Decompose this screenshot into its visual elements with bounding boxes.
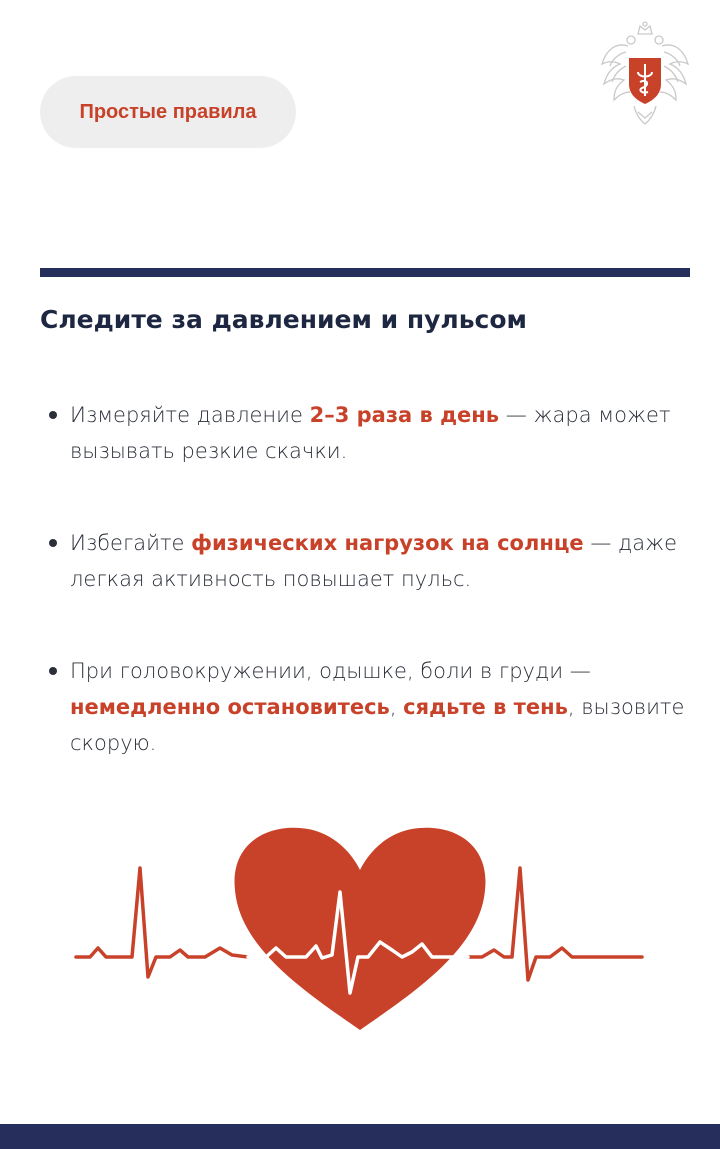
- advice-list: [48, 397, 688, 817]
- advice-item-pressure: [48, 397, 688, 469]
- advice-text: При головокружении, одышке, боли в груди —: [70, 659, 591, 683]
- ministry-emblem-icon: [598, 20, 692, 126]
- topic-badge-label: Простые правила: [79, 100, 257, 123]
- advice-text: — жара может вызывать резкие скачки.: [70, 403, 671, 463]
- advice-text: , вызовите скорую.: [70, 695, 685, 755]
- advice-item-exertion: [48, 525, 688, 597]
- advice-item-symptoms: [48, 653, 688, 761]
- heart-pulse-icon: [70, 820, 650, 1040]
- section-title: Следите за давлением и пульсом: [40, 305, 527, 334]
- advice-highlight: физических нагрузок на солнце: [191, 531, 584, 555]
- advice-text: ,: [389, 695, 404, 719]
- advice-text: Избегайте: [70, 531, 192, 555]
- advice-text: Измеряйте давление: [70, 403, 310, 427]
- advice-text: — даже легкая активность повышает пульс.: [70, 531, 678, 591]
- advice-highlight: сядьте в тень: [403, 695, 568, 719]
- topic-badge: [40, 76, 296, 148]
- advice-highlight: немедленно остановитесь: [70, 695, 390, 719]
- section-divider: [40, 268, 690, 277]
- advice-highlight: 2–3 раза в день: [309, 403, 500, 427]
- footer-bar: [0, 1124, 720, 1149]
